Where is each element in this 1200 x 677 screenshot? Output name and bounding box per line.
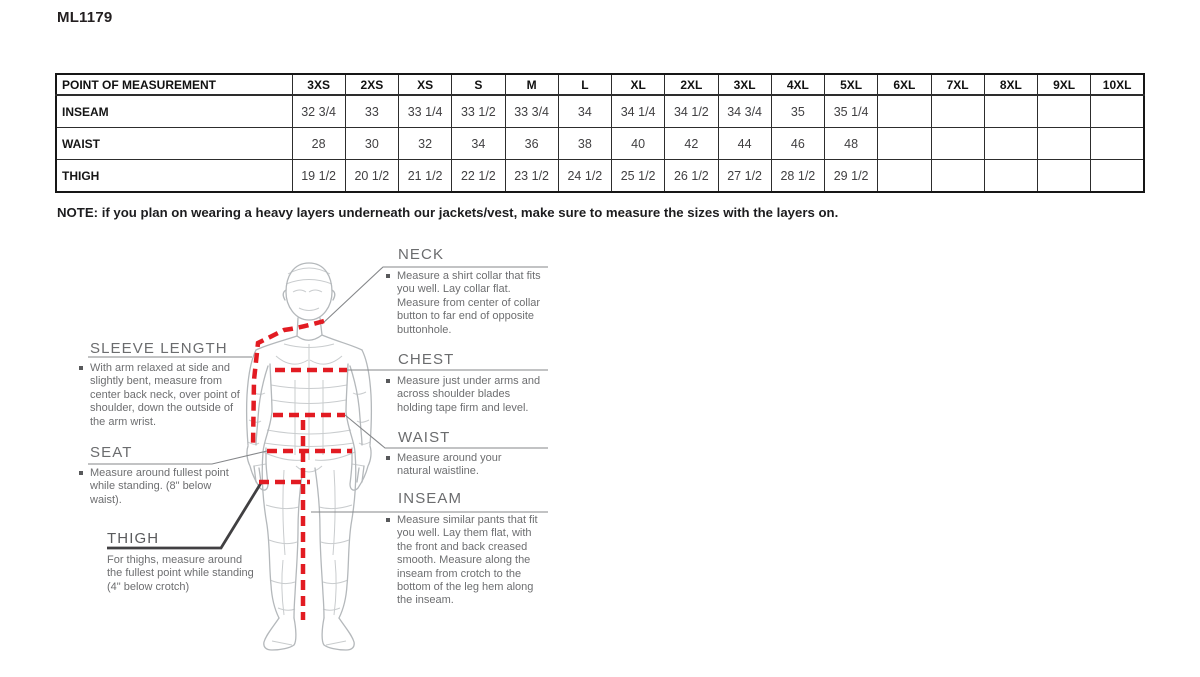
sleeve-length-description-block	[78, 362, 240, 429]
size-cell: 44	[718, 128, 771, 160]
size-cell: 34	[452, 128, 505, 160]
seat-description: Measure around fullest point while standing. (8" below waist).	[90, 467, 229, 506]
size-cell: 34 1/4	[612, 95, 665, 128]
size-cell: 40	[612, 128, 665, 160]
size-cell: 20 1/2	[345, 160, 398, 193]
thigh-description-block	[107, 554, 259, 594]
size-column-header: 9XL	[1038, 74, 1091, 95]
size-cell: 36	[505, 128, 558, 160]
size-cell: 29 1/2	[825, 160, 878, 193]
sleeve-length-label: SLEEVE LENGTH	[90, 340, 228, 357]
size-cell: 33	[345, 95, 398, 128]
size-cell: 23 1/2	[505, 160, 558, 193]
size-cell: 34	[558, 95, 611, 128]
size-cell: 33 1/4	[399, 95, 452, 128]
size-cell: 19 1/2	[292, 160, 345, 193]
size-cell: 33 1/2	[452, 95, 505, 128]
waist-label: WAIST	[398, 429, 451, 446]
size-column-header: 4XL	[771, 74, 824, 95]
bullet-icon	[79, 471, 83, 475]
chest-label: CHEST	[398, 351, 455, 368]
point-of-measurement-header: POINT OF MEASUREMENT	[56, 74, 292, 95]
size-cell: 38	[558, 128, 611, 160]
seat-label: SEAT	[90, 444, 133, 461]
size-column-header: 2XL	[665, 74, 718, 95]
size-column-header: XS	[399, 74, 452, 95]
neck-description-block	[385, 270, 549, 337]
neck-label: NECK	[398, 246, 445, 263]
sleeve-length-description: With arm relaxed at side and slightly bent, measure from center back neck, over point of shoulder, down the outside of the arm wrist.	[90, 362, 240, 428]
bullet-icon	[386, 274, 390, 278]
size-cell: 30	[345, 128, 398, 160]
size-column-header: 6XL	[878, 74, 931, 95]
waist-description: Measure around your natural waistline.	[397, 452, 502, 478]
inseam-description: Measure similar pants that fit you well. Lay them flat, with the front and back creased smooth. Measure along the inseam from crotch to the bottom of the leg hem along the inseam.	[397, 514, 538, 607]
size-column-header: 3XS	[292, 74, 345, 95]
size-column-header: 5XL	[825, 74, 878, 95]
size-cell: 21 1/2	[399, 160, 452, 193]
size-column-header: S	[452, 74, 505, 95]
size-cell: 22 1/2	[452, 160, 505, 193]
size-cell: 25 1/2	[612, 160, 665, 193]
size-cell: 42	[665, 128, 718, 160]
chest-description-block	[385, 375, 542, 415]
size-cell: 34 3/4	[718, 95, 771, 128]
bullet-icon	[79, 366, 83, 370]
thigh-description: For thighs, measure around the fullest point while standing (4" below crotch)	[107, 554, 254, 593]
size-column-header: 2XS	[345, 74, 398, 95]
page-title: ML1179	[57, 9, 113, 26]
size-cell: 26 1/2	[665, 160, 718, 193]
chest-description: Measure just under arms and across shoulder blades holding tape firm and level.	[397, 375, 541, 414]
size-column-header: 10XL	[1091, 74, 1144, 95]
size-column-header: 8XL	[984, 74, 1037, 95]
row-label: INSEAM	[56, 95, 292, 128]
neck-description: Measure a shirt collar that fits you well. Lay collar flat. Measure from center of collar button to far end of opposite buttonhole.	[397, 270, 541, 336]
size-cell: 27 1/2	[718, 160, 771, 193]
seat-description-block	[78, 467, 232, 507]
size-cell: 35 1/4	[825, 95, 878, 128]
size-cell: 32	[399, 128, 452, 160]
size-column-header: 3XL	[718, 74, 771, 95]
size-cell: 24 1/2	[558, 160, 611, 193]
size-column-header: L	[558, 74, 611, 95]
inseam-description-block	[385, 514, 547, 608]
size-cell: 28 1/2	[771, 160, 824, 193]
size-cell: 46	[771, 128, 824, 160]
bullet-icon	[386, 379, 390, 383]
thigh-label: THIGH	[107, 530, 160, 547]
size-cell: 35	[771, 95, 824, 128]
size-cell: 34 1/2	[665, 95, 718, 128]
size-cell: 28	[292, 128, 345, 160]
note-text: NOTE: if you plan on wearing a heavy layers underneath our jackets/vest, make sure to measure the sizes with the layers on.	[57, 205, 839, 220]
size-column-header: M	[505, 74, 558, 95]
waist-description-block	[385, 452, 529, 479]
size-column-header: XL	[612, 74, 665, 95]
bullet-icon	[386, 518, 390, 522]
size-cell: 33 3/4	[505, 95, 558, 128]
bullet-icon	[386, 456, 390, 460]
inseam-label: INSEAM	[398, 490, 463, 507]
size-column-header: 7XL	[931, 74, 984, 95]
row-label: WAIST	[56, 128, 292, 160]
size-cell: 32 3/4	[292, 95, 345, 128]
size-cell: 48	[825, 128, 878, 160]
row-label: THIGH	[56, 160, 292, 193]
